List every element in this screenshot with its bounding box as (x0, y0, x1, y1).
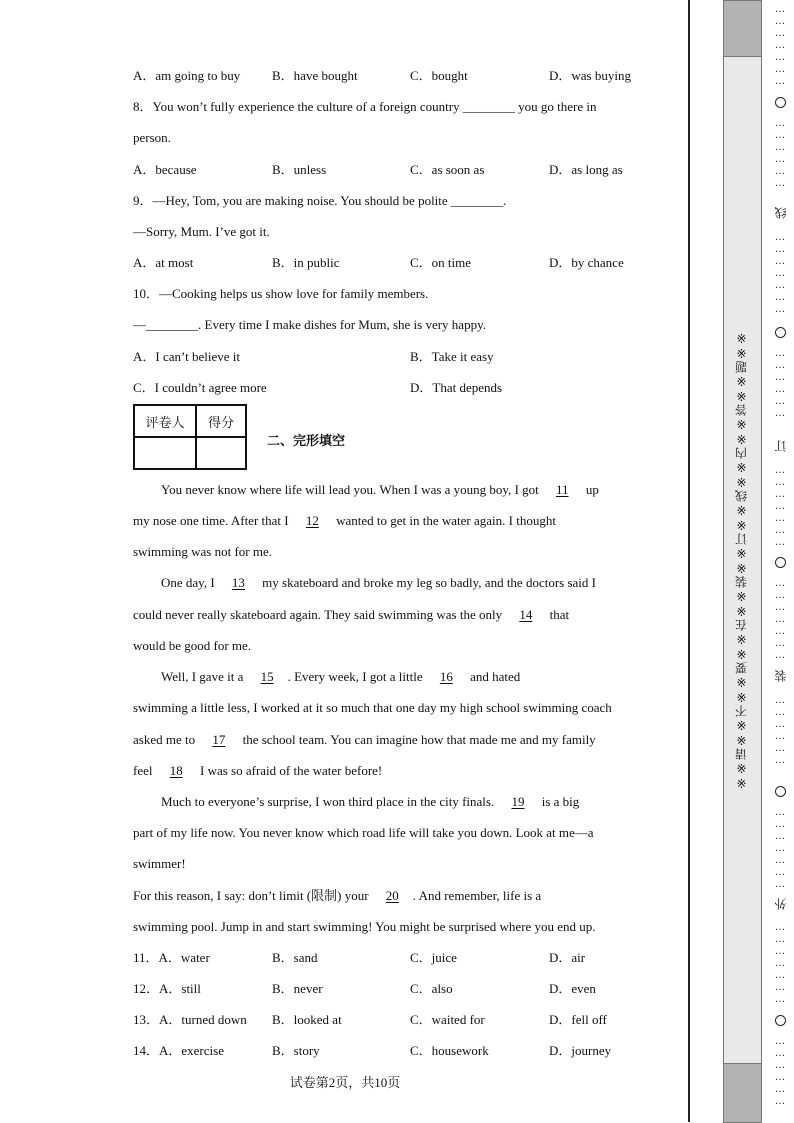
score-header: 得分 (196, 405, 246, 437)
blank-15: 15 (260, 669, 274, 684)
q9-reply: —Sorry, Mum. I’ve got it. (133, 224, 270, 239)
q11-option-d: D．air (549, 950, 586, 965)
seal-circle-icon (775, 786, 786, 797)
q10-reply: —________. Every time I make dishes for Mum, she is very happy. (133, 317, 486, 332)
q14-option-c: C．housework (410, 1043, 489, 1058)
q13-option-a: 13．A．turned down (133, 1012, 247, 1027)
q9-stem: 9．—Hey, Tom, you are making noise. You should be polite ________. (133, 193, 507, 208)
seal-circle-icon (775, 557, 786, 568)
passage-line: swimming a little less, I worked at it so much that one day my high school swimming coach (133, 700, 612, 715)
dot-leader: … … … … … … (775, 118, 785, 189)
q11-option-c: C．juice (410, 950, 457, 965)
dot-leader: … … … … … … … (775, 807, 785, 890)
blank-19: 19 (511, 794, 525, 809)
seal-circle-icon (775, 1015, 786, 1026)
q8-option-b: B．unless (272, 162, 327, 177)
q8-option-a: A．because (133, 162, 197, 177)
score-table (133, 404, 247, 470)
q8-option-d: D．as long as (549, 162, 623, 177)
passage-line: part of my life now. You never know which road life will take you down. Look at me—a (133, 825, 594, 840)
dot-leader: … … … … … … (775, 348, 785, 419)
q13-option-d: D．fell off (549, 1012, 607, 1027)
passage-line: would be good for me. (133, 638, 252, 653)
seal-circle-icon (775, 327, 786, 338)
dot-leader: … … … … … … … (775, 465, 785, 548)
passage-line: For this reason, I say: don’t limit (限制) your 20 . And remember, life is a (133, 888, 542, 903)
q9-blank: ________ (450, 193, 503, 208)
blank-17: 17 (212, 732, 226, 747)
passage-line: swimmer! (133, 856, 186, 871)
q8-option-c: C．as soon as (410, 162, 485, 177)
margin-bar-bottom (723, 1063, 762, 1123)
q14-option-b: B．story (272, 1043, 320, 1058)
margin-warning-note: ※※请※※不※※要※※在※※装※※订※※线※※内※※答※※题※※ (734, 330, 749, 790)
seal-mark-wai: 外 (774, 898, 788, 910)
blank-20: 20 (385, 888, 399, 903)
q10-blank: —________ (133, 317, 198, 332)
q10-option-a: A．I can’t believe it (133, 349, 240, 364)
q7-option-c: C．bought (410, 68, 468, 83)
dot-leader: … … … … … … … (775, 4, 785, 87)
q11-option-a: 11．A．water (133, 950, 210, 965)
seal-circle-icon (775, 97, 786, 108)
q13-option-b: B．looked at (272, 1012, 342, 1027)
dot-leader: … … … … … … (775, 695, 785, 766)
q7-option-d: D．was buying (549, 68, 631, 83)
dot-leader: … … … … … … … (775, 578, 785, 661)
passage-line: swimming pool. Jump in and start swimming! You might be surprised where you end up. (133, 919, 596, 934)
seal-mark-xian: 线 (774, 207, 788, 219)
passage-line: One day, I 13 my skateboard and broke my leg so badly, and the doctors said I (161, 575, 596, 590)
dot-leader: … … … … … … … (775, 232, 785, 315)
q7-option-a: A．am going to buy (133, 68, 241, 83)
grader-cell[interactable] (134, 437, 196, 469)
q10-option-d: D．That depends (410, 380, 503, 395)
q8-stem-cont: person. (133, 130, 171, 145)
blank-18: 18 (169, 763, 183, 778)
grader-header: 评卷人 (134, 405, 196, 437)
score-cell[interactable] (196, 437, 246, 469)
q8-stem: 8．You won’t fully experience the culture of a foreign country ________ you go there in (133, 99, 597, 114)
q10-option-b: B．Take it easy (410, 349, 494, 364)
passage-line: Well, I gave it a 15 . Every week, I got a little 16 and hated (161, 669, 521, 684)
passage-line: feel 18 I was so afraid of the water before! (133, 763, 383, 778)
passage-line: asked me to 17 the school team. You can imagine how that made me and my family (133, 732, 596, 747)
q8-blank: ________ (462, 99, 515, 114)
blank-11: 11 (556, 482, 569, 497)
q11-option-b: B．sand (272, 950, 318, 965)
q12-option-d: D．even (549, 981, 596, 996)
margin-divider (688, 0, 690, 1122)
q13-option-c: C．waited for (410, 1012, 485, 1027)
q14-option-a: 14．A．exercise (133, 1043, 224, 1058)
passage-line: could never really skateboard again. They said swimming was the only 14 that (133, 607, 570, 622)
blank-14: 14 (519, 607, 533, 622)
passage-line: You never know where life will lead you. When I was a young boy, I got 11 up (161, 482, 599, 497)
q9-option-d: D．by chance (549, 255, 624, 270)
passage-line: swimming was not for me. (133, 544, 273, 559)
q12-option-b: B．never (272, 981, 323, 996)
seal-mark-ding: 订 (774, 440, 788, 452)
blank-16: 16 (439, 669, 453, 684)
margin-bar-top (723, 0, 762, 58)
q12-option-c: C．also (410, 981, 453, 996)
page-footer: 试卷第2页，共10页 (289, 1075, 401, 1090)
q14-option-d: D．journey (549, 1043, 612, 1058)
blank-12: 12 (305, 513, 319, 528)
q10-stem: 10．—Cooking helps us show love for family members. (133, 286, 429, 301)
q9-option-b: B．in public (272, 255, 340, 270)
blank-13: 13 (231, 575, 245, 590)
q10-option-c: C．I couldn’t agree more (133, 380, 267, 395)
dot-leader: … … … … … … (775, 1036, 785, 1107)
q7-option-b: B．have bought (272, 68, 358, 83)
passage-line: my nose one time. After that I 12 wanted to get in the water again. I thought (133, 513, 556, 528)
dot-leader: … … … … … … … (775, 922, 785, 1005)
q9-option-a: A．at most (133, 255, 194, 270)
seal-mark-zhuang: 装 (774, 670, 788, 682)
section-title: 二、完形填空 (267, 434, 346, 449)
passage-line: Much to everyone’s surprise, I won third place in the city finals. 19 is a big (161, 794, 580, 809)
q12-option-a: 12．A．still (133, 981, 201, 996)
q9-option-c: C．on time (410, 255, 472, 270)
